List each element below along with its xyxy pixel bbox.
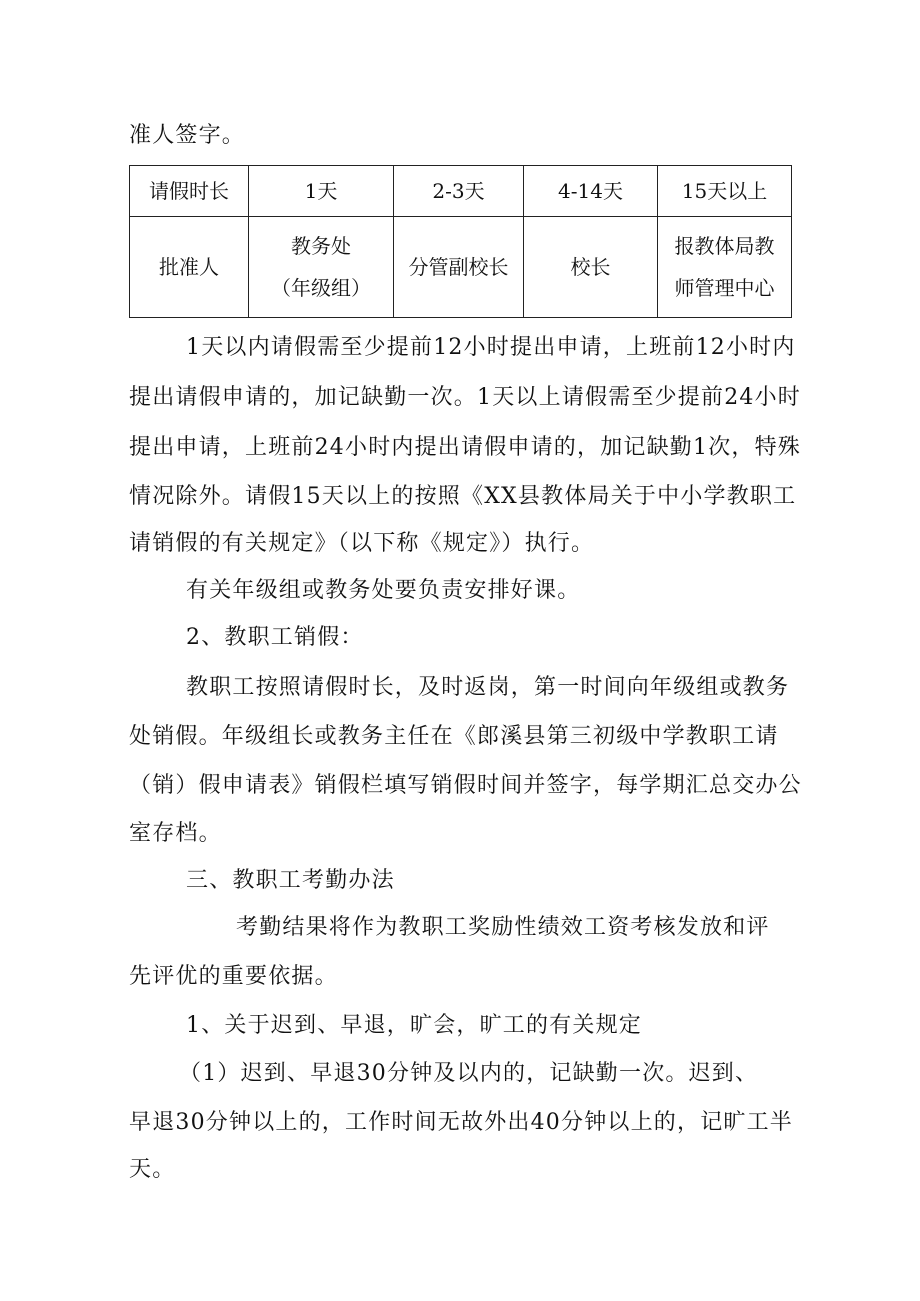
- body-line: 提出申请，上班前24小时内提出请假申请的，加记缺勤1次，特殊: [129, 435, 801, 460]
- body-line: 有关年级组或教务处要负责安排好课。: [186, 578, 581, 603]
- body-line: 教职工按照请假时长，及时返岗，第一时间向年级组或教务: [186, 675, 790, 700]
- section-heading: 2、教职工销假：: [186, 625, 364, 650]
- approver-label-cell: 批准人: [130, 217, 249, 318]
- body-line: 天。: [129, 1157, 176, 1182]
- table-header-cell: 4-14天: [524, 166, 658, 217]
- body-line: 提出请假申请的，加记缺勤一次。1天以上请假需至少提前24小时: [129, 385, 801, 410]
- approver-line: 教务处: [291, 234, 351, 258]
- approver-cell: [524, 217, 658, 318]
- table-header-row: [130, 166, 792, 217]
- body-line: 请销假的有关规定》（以下称《规定》）执行。: [129, 531, 595, 556]
- table-header-cell: 2-3天: [394, 166, 524, 217]
- approver-cell: [249, 217, 394, 318]
- table-header-cell: 请假时长: [130, 166, 249, 217]
- body-line: （1）迟到、早退30分钟及以内的，记缺勤一次。迟到、: [179, 1061, 759, 1086]
- table-header-cell: 1天: [249, 166, 394, 217]
- body-line: 考勤结果将作为教职工奖励性绩效工资考核发放和评: [236, 915, 770, 940]
- body-line: 1天以内请假需至少提前12小时提出申请，上班前12小时内: [186, 335, 796, 360]
- leave-approval-table: [129, 165, 792, 318]
- approver-line: 报教体局教: [674, 234, 775, 258]
- section-heading: 1、关于迟到、早退，旷会，旷工的有关规定: [186, 1013, 642, 1038]
- approver-line: 分管副校长: [408, 255, 509, 279]
- body-line: 室存档。: [129, 821, 222, 846]
- approver-line: 校长: [570, 255, 611, 279]
- body-line: 情况除外。请假15天以上的按照《XX县教体局关于中小学教职工: [129, 484, 797, 509]
- approver-cell: [658, 217, 792, 318]
- body-line: 先评优的重要依据。: [129, 964, 338, 989]
- body-line: 处销假。年级组长或教务主任在《郎溪县第三初级中学教职工请: [129, 724, 779, 749]
- body-line: （销）假申请表》销假栏填写销假时间并签字，每学期汇总交办公: [129, 773, 802, 798]
- approver-cell: [394, 217, 524, 318]
- approver-line: 师管理中心: [674, 276, 775, 300]
- top-line: 准人签字。: [129, 123, 246, 148]
- table-row: [130, 217, 792, 318]
- table-header-cell: 15天以上: [658, 166, 792, 217]
- body-line: 早退30分钟以上的，工作时间无故外出40分钟以上的，记旷工半: [129, 1110, 793, 1135]
- approver-line: （年级组）: [271, 276, 371, 300]
- section-heading: 三、教职工考勤办法: [186, 868, 395, 893]
